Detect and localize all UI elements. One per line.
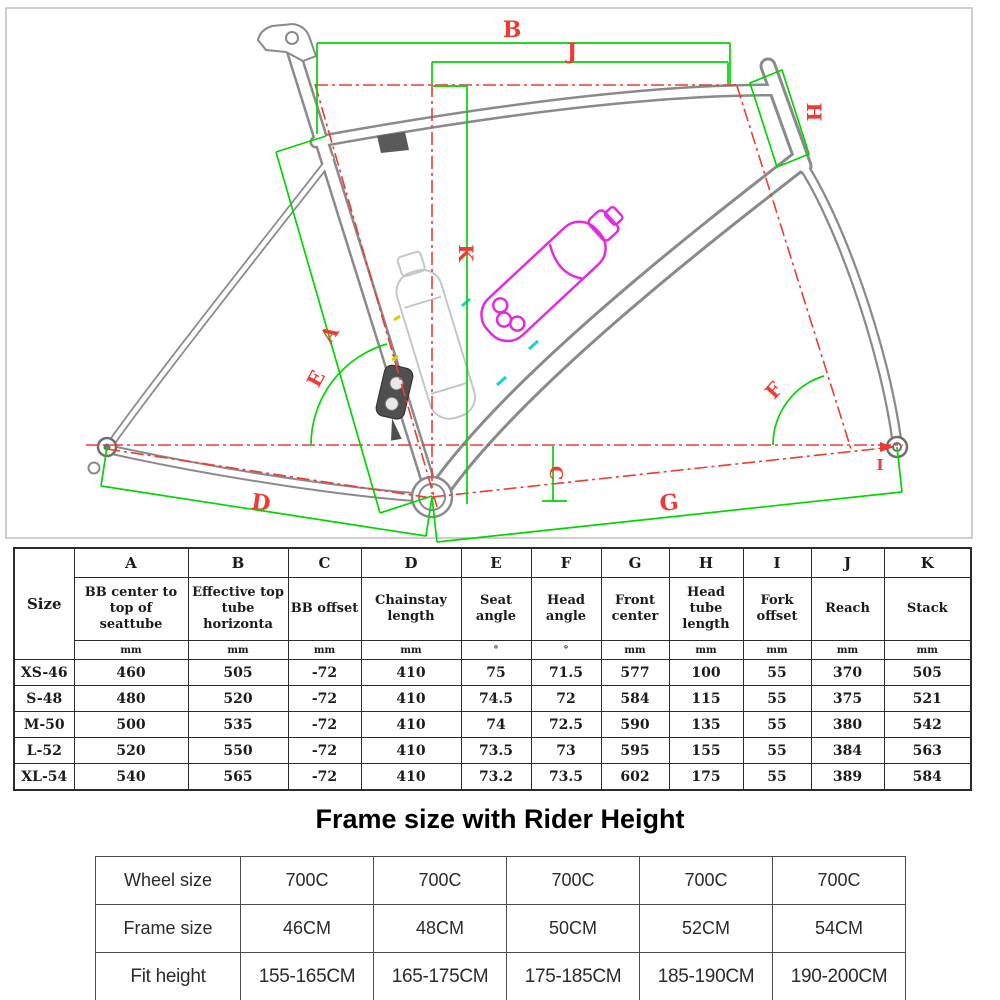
geo-name-B: Effective top tube horizonta [188, 578, 288, 641]
geo-letter-J: J [811, 548, 884, 578]
geo-size-corner: Size [14, 548, 74, 660]
geo-name-K: Stack [884, 578, 971, 641]
geo-name-row [14, 578, 971, 641]
geo-cell-M-50-J: 380 [811, 712, 884, 738]
geo-cell-S-48-K: 521 [884, 686, 971, 712]
geo-letter-G: G [601, 548, 669, 578]
geo-size-XS-46: XS-46 [14, 660, 74, 686]
geo-cell-S-48-F: 72 [531, 686, 601, 712]
geo-cell-XL-54-J: 389 [811, 764, 884, 791]
geo-cell-L-52-D: 410 [361, 738, 461, 764]
geo-cell-M-50-H: 135 [669, 712, 743, 738]
rider-height-title: Frame size with Rider Height [315, 804, 685, 834]
geo-cell-L-52-J: 384 [811, 738, 884, 764]
rh-value-fit-3: 185-190CM [640, 953, 773, 1000]
geo-cell-L-52-F: 73 [531, 738, 601, 764]
geo-cell-XS-46-E: 75 [461, 660, 531, 686]
geo-cell-XS-46-J: 370 [811, 660, 884, 686]
geo-cell-XS-46-K: 505 [884, 660, 971, 686]
geo-name-I: Fork offset [743, 578, 811, 641]
geo-cell-M-50-F: 72.5 [531, 712, 601, 738]
geo-cell-S-48-D: 410 [361, 686, 461, 712]
rh-value-wheel-0: 700C [241, 857, 374, 905]
geo-cell-L-52-C: -72 [288, 738, 361, 764]
geo-cell-L-52-G: 595 [601, 738, 669, 764]
geo-unit-C: mm [288, 641, 361, 660]
geo-cell-S-48-B: 520 [188, 686, 288, 712]
rear-dropout [89, 438, 117, 474]
geo-cell-XS-46-D: 410 [361, 660, 461, 686]
geo-cell-S-48-I: 55 [743, 686, 811, 712]
geo-row-XS-46 [14, 660, 971, 686]
geo-cell-M-50-C: -72 [288, 712, 361, 738]
geo-unit-row [14, 641, 971, 660]
geo-cell-XS-46-H: 100 [669, 660, 743, 686]
geo-cell-M-50-B: 535 [188, 712, 288, 738]
geo-cell-XS-46-C: -72 [288, 660, 361, 686]
geo-cell-XL-54-C: -72 [288, 764, 361, 791]
geo-unit-J: mm [811, 641, 884, 660]
rh-value-frame-2: 50CM [507, 905, 640, 953]
geo-cell-L-52-K: 563 [884, 738, 971, 764]
geo-unit-K: mm [884, 641, 971, 660]
geo-name-G: Front center [601, 578, 669, 641]
geo-unit-F: ° [531, 641, 601, 660]
geo-unit-E: ° [461, 641, 531, 660]
geo-cell-L-52-E: 73.5 [461, 738, 531, 764]
geo-name-D: Chainstay length [361, 578, 461, 641]
dim-label-D: D [249, 488, 273, 518]
geo-cell-S-48-A: 480 [74, 686, 188, 712]
geo-letter-B: B [188, 548, 288, 578]
geo-cell-XL-54-A: 540 [74, 764, 188, 791]
rh-row-fit [96, 953, 906, 1000]
geo-size-M-50: M-50 [14, 712, 74, 738]
rh-value-frame-1: 48CM [374, 905, 507, 953]
rh-value-wheel-4: 700C [773, 857, 906, 905]
rh-value-wheel-1: 700C [374, 857, 507, 905]
geo-cell-S-48-H: 115 [669, 686, 743, 712]
dim-label-F: F [760, 377, 788, 404]
geo-letter-C: C [288, 548, 361, 578]
geo-letter-K: K [884, 548, 971, 578]
geo-cell-XS-46-A: 460 [74, 660, 188, 686]
rh-value-fit-1: 165-175CM [374, 953, 507, 1000]
geo-cell-M-50-A: 500 [74, 712, 188, 738]
geo-unit-G: mm [601, 641, 669, 660]
dim-label-A: A [314, 320, 344, 348]
dim-label-C: C [545, 465, 566, 481]
geo-letter-row [14, 548, 971, 578]
geo-cell-XL-54-D: 410 [361, 764, 461, 791]
dim-label-E: E [301, 366, 330, 392]
dim-label-H: H [802, 102, 826, 122]
rh-label-frame: Frame size [96, 905, 241, 953]
geometry-table [13, 547, 972, 791]
geo-letter-E: E [461, 548, 531, 578]
geo-letter-D: D [361, 548, 461, 578]
rh-value-frame-0: 46CM [241, 905, 374, 953]
rh-value-fit-2: 175-185CM [507, 953, 640, 1000]
rh-row-wheel [96, 857, 906, 905]
geo-name-F: Head angle [531, 578, 601, 641]
geo-row-M-50 [14, 712, 971, 738]
geo-size-XL-54: XL-54 [14, 764, 74, 791]
geo-name-A: BB center to top of seattube [74, 578, 188, 641]
dim-label-J: J [566, 39, 578, 65]
geo-unit-A: mm [74, 641, 188, 660]
geo-row-L-52 [14, 738, 971, 764]
geo-unit-D: mm [361, 641, 461, 660]
geo-letter-I: I [743, 548, 811, 578]
geo-letter-A: A [74, 548, 188, 578]
rh-label-fit: Fit height [96, 953, 241, 1000]
geo-cell-XL-54-G: 602 [601, 764, 669, 791]
geo-cell-M-50-E: 74 [461, 712, 531, 738]
dim-label-K: K [454, 244, 478, 262]
rh-value-wheel-3: 700C [640, 857, 773, 905]
geo-cell-XL-54-E: 73.2 [461, 764, 531, 791]
geo-cell-L-52-I: 55 [743, 738, 811, 764]
geo-name-C: BB offset [288, 578, 361, 641]
dim-label-I: I [876, 456, 884, 474]
geo-cell-M-50-K: 542 [884, 712, 971, 738]
geo-row-XL-54 [14, 764, 971, 791]
geo-cell-XL-54-F: 73.5 [531, 764, 601, 791]
rh-value-frame-3: 52CM [640, 905, 773, 953]
geo-cell-XS-46-F: 71.5 [531, 660, 601, 686]
geo-cell-S-48-C: -72 [288, 686, 361, 712]
geo-name-J: Reach [811, 578, 884, 641]
geo-cell-XS-46-G: 577 [601, 660, 669, 686]
geo-cell-S-48-E: 74.5 [461, 686, 531, 712]
geo-unit-H: mm [669, 641, 743, 660]
geo-cell-XL-54-H: 175 [669, 764, 743, 791]
geo-cell-M-50-G: 590 [601, 712, 669, 738]
rh-label-wheel: Wheel size [96, 857, 241, 905]
geo-cell-S-48-G: 584 [601, 686, 669, 712]
geo-cell-XS-46-B: 505 [188, 660, 288, 686]
geo-unit-B: mm [188, 641, 288, 660]
geo-cell-M-50-I: 55 [743, 712, 811, 738]
geo-name-E: Seat angle [461, 578, 531, 641]
geo-cell-XS-46-I: 55 [743, 660, 811, 686]
geo-cell-M-50-D: 410 [361, 712, 461, 738]
geo-row-S-48 [14, 686, 971, 712]
dim-label-G: G [658, 489, 681, 518]
dim-label-B: B [502, 17, 522, 43]
geo-cell-L-52-B: 550 [188, 738, 288, 764]
rider-height-table [95, 856, 906, 1000]
rh-value-frame-4: 54CM [773, 905, 906, 953]
geo-size-S-48: S-48 [14, 686, 74, 712]
rh-value-wheel-2: 700C [507, 857, 640, 905]
geo-cell-XL-54-K: 584 [884, 764, 971, 791]
geo-unit-I: mm [743, 641, 811, 660]
rh-value-fit-4: 190-200CM [773, 953, 906, 1000]
geo-cell-XL-54-B: 565 [188, 764, 288, 791]
geo-size-L-52: L-52 [14, 738, 74, 764]
geo-letter-H: H [669, 548, 743, 578]
geo-cell-L-52-H: 155 [669, 738, 743, 764]
rh-value-fit-0: 155-165CM [241, 953, 374, 1000]
saddle-clamp-hole [286, 32, 298, 44]
geo-cell-L-52-A: 520 [74, 738, 188, 764]
rh-row-frame [96, 905, 906, 953]
geo-name-H: Head tube length [669, 578, 743, 641]
geo-cell-S-48-J: 375 [811, 686, 884, 712]
geo-cell-XL-54-I: 55 [743, 764, 811, 791]
geo-letter-F: F [531, 548, 601, 578]
dimension-lines-red [86, 84, 903, 507]
